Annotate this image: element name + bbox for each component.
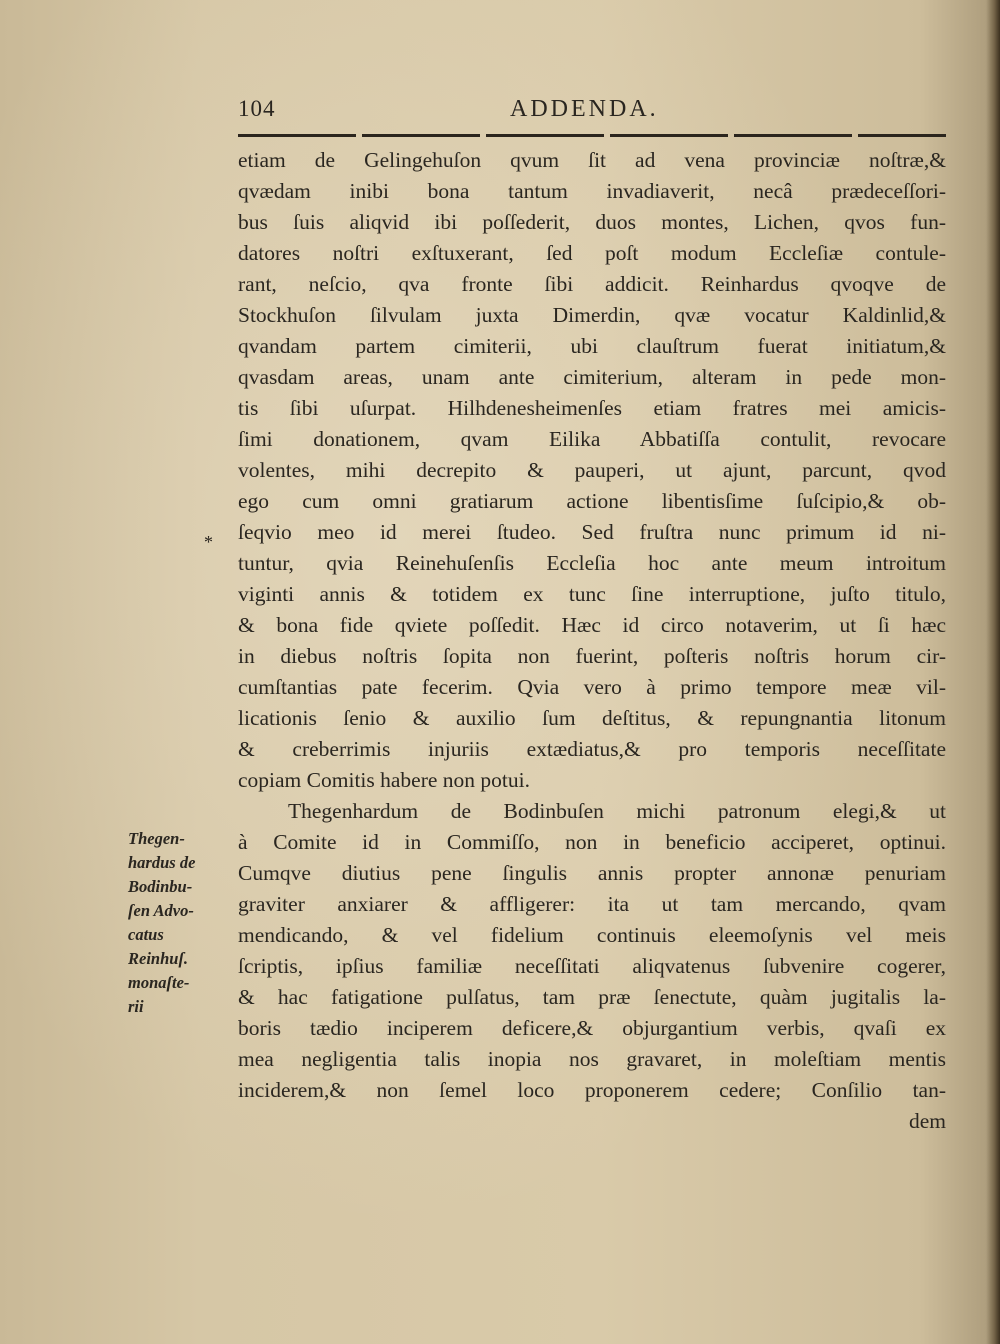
marginal-note-line: hardus de: [128, 853, 196, 872]
text-line: mea negligentia talis inopia nos gravaret, in moleſtiam mentis: [238, 1047, 946, 1071]
text-line: bus ſuis aliqvid ibi poſſederit, duos montes, Lichen, qvos fun-: [238, 210, 946, 234]
marginal-note-line: ſen Advo-: [128, 901, 194, 920]
text-line: Thegenhardum de Bodinbuſen michi patronum elegi,& ut: [288, 799, 946, 823]
body-text: [238, 145, 946, 1137]
asterisk-mark: *: [204, 532, 213, 552]
text-line: inciderem,& non ſemel loco proponerem cedere; Conſilio tan-: [238, 1078, 946, 1102]
text-line: qvasdam areas, unam ante cimiterium, alteram in pede mon-: [238, 365, 946, 389]
text-line: ſcriptis, ipſius familiæ neceſſitati aliqvatenus ſubvenire cogerer,: [238, 954, 946, 978]
marginal-note-line: rii: [128, 997, 144, 1016]
text-line: graviter anxiarer & affligerer: ita ut tam mercando, qvam: [238, 892, 946, 916]
text-line: licationis ſenio & auxilio ſum deſtitus, & repungnantia litonum: [238, 706, 946, 730]
text-line: & bona fide qviete poſſedit. Hæc id circo notaverim, ut ſi hæc: [238, 613, 946, 637]
text-line: Stockhuſon ſilvulam juxta Dimerdin, qvæ vocatur Kaldinlid,&: [238, 303, 946, 327]
text-line: cumſtantias pate fecerim. Qvia vero à primo tempore meæ vil-: [238, 675, 946, 699]
text-line: in diebus noſtris ſopita non fuerint, poſteris noſtris horum cir-: [238, 644, 946, 668]
text-line: volentes, mihi decrepito & pauperi, ut ajunt, parcunt, qvod: [238, 458, 946, 482]
marginal-note-line: catus: [128, 925, 164, 944]
page-header: [238, 96, 946, 130]
text-line: ego cum omni gratiarum actione libentisſime ſuſcipio,& ob-: [238, 489, 946, 513]
text-line: tis ſibi uſurpat. Hilhdenesheimenſes etiam fratres mei amicis-: [238, 396, 946, 420]
text-line: ſimi donationem, qvam Eilika Abbatiſſa contulit, revocare: [238, 427, 946, 451]
text-line: ſeqvio meo id merei ſtudeo. Sed fruſtra nunc primum id ni-: [238, 520, 946, 544]
page-number: 104: [238, 96, 276, 121]
text-line: à Comite id in Commiſſo, non in beneficio acciperet, optinui.: [238, 830, 946, 854]
text-line: Cumqve diutius pene ſingulis annis propter annonæ penuriam: [238, 861, 946, 885]
text-line: datores noſtri exſtuxerant, ſed poſt modum Eccleſiæ contule-: [238, 241, 946, 265]
text-line: qvædam inibi bona tantum invadiaverit, necâ prædeceſſori-: [238, 179, 946, 203]
text-line: mendicando, & vel fidelium continuis eleemoſynis vel meis: [238, 923, 946, 947]
marginal-note-line: monaſte-: [128, 973, 190, 992]
text-line: viginti annis & totidem ex tunc ſine interruptione, juſto titulo,: [238, 582, 946, 606]
marginal-note: [128, 827, 232, 1019]
running-head: ADDENDA.: [510, 96, 659, 122]
page-gutter-shadow: [986, 0, 1000, 1344]
catchword: dem: [908, 1109, 946, 1133]
text-line: tuntur, qvia Reinehuſenſis Eccleſia hoc ante meum introitum: [238, 551, 946, 575]
marginal-note-line: Bodinbu-: [128, 877, 193, 896]
text-line: rant, neſcio, qva fronte ſibi addicit. Reinhardus qvoqve de: [238, 272, 946, 296]
marginal-note-line: Reinhuſ.: [128, 949, 189, 968]
text-line: qvandam partem cimiterii, ubi clauſtrum fuerat initiatum,&: [238, 334, 946, 358]
header-rule: [238, 134, 946, 137]
text-line: & hac fatigatione pulſatus, tam præ ſenectute, quàm jugitalis la-: [238, 985, 946, 1009]
text-line: boris tædio inciperem deficere,& objurgantium verbis, qvaſi ex: [238, 1016, 946, 1040]
marginal-note-line: Thegen-: [128, 829, 185, 848]
text-line: & creberrimis injuriis extædiatus,& pro temporis neceſſitate: [238, 737, 946, 761]
text-line: etiam de Gelingehuſon qvum ſit ad vena provinciæ noſtræ,&: [238, 148, 946, 172]
text-line: copiam Comitis habere non potui.: [238, 768, 530, 792]
